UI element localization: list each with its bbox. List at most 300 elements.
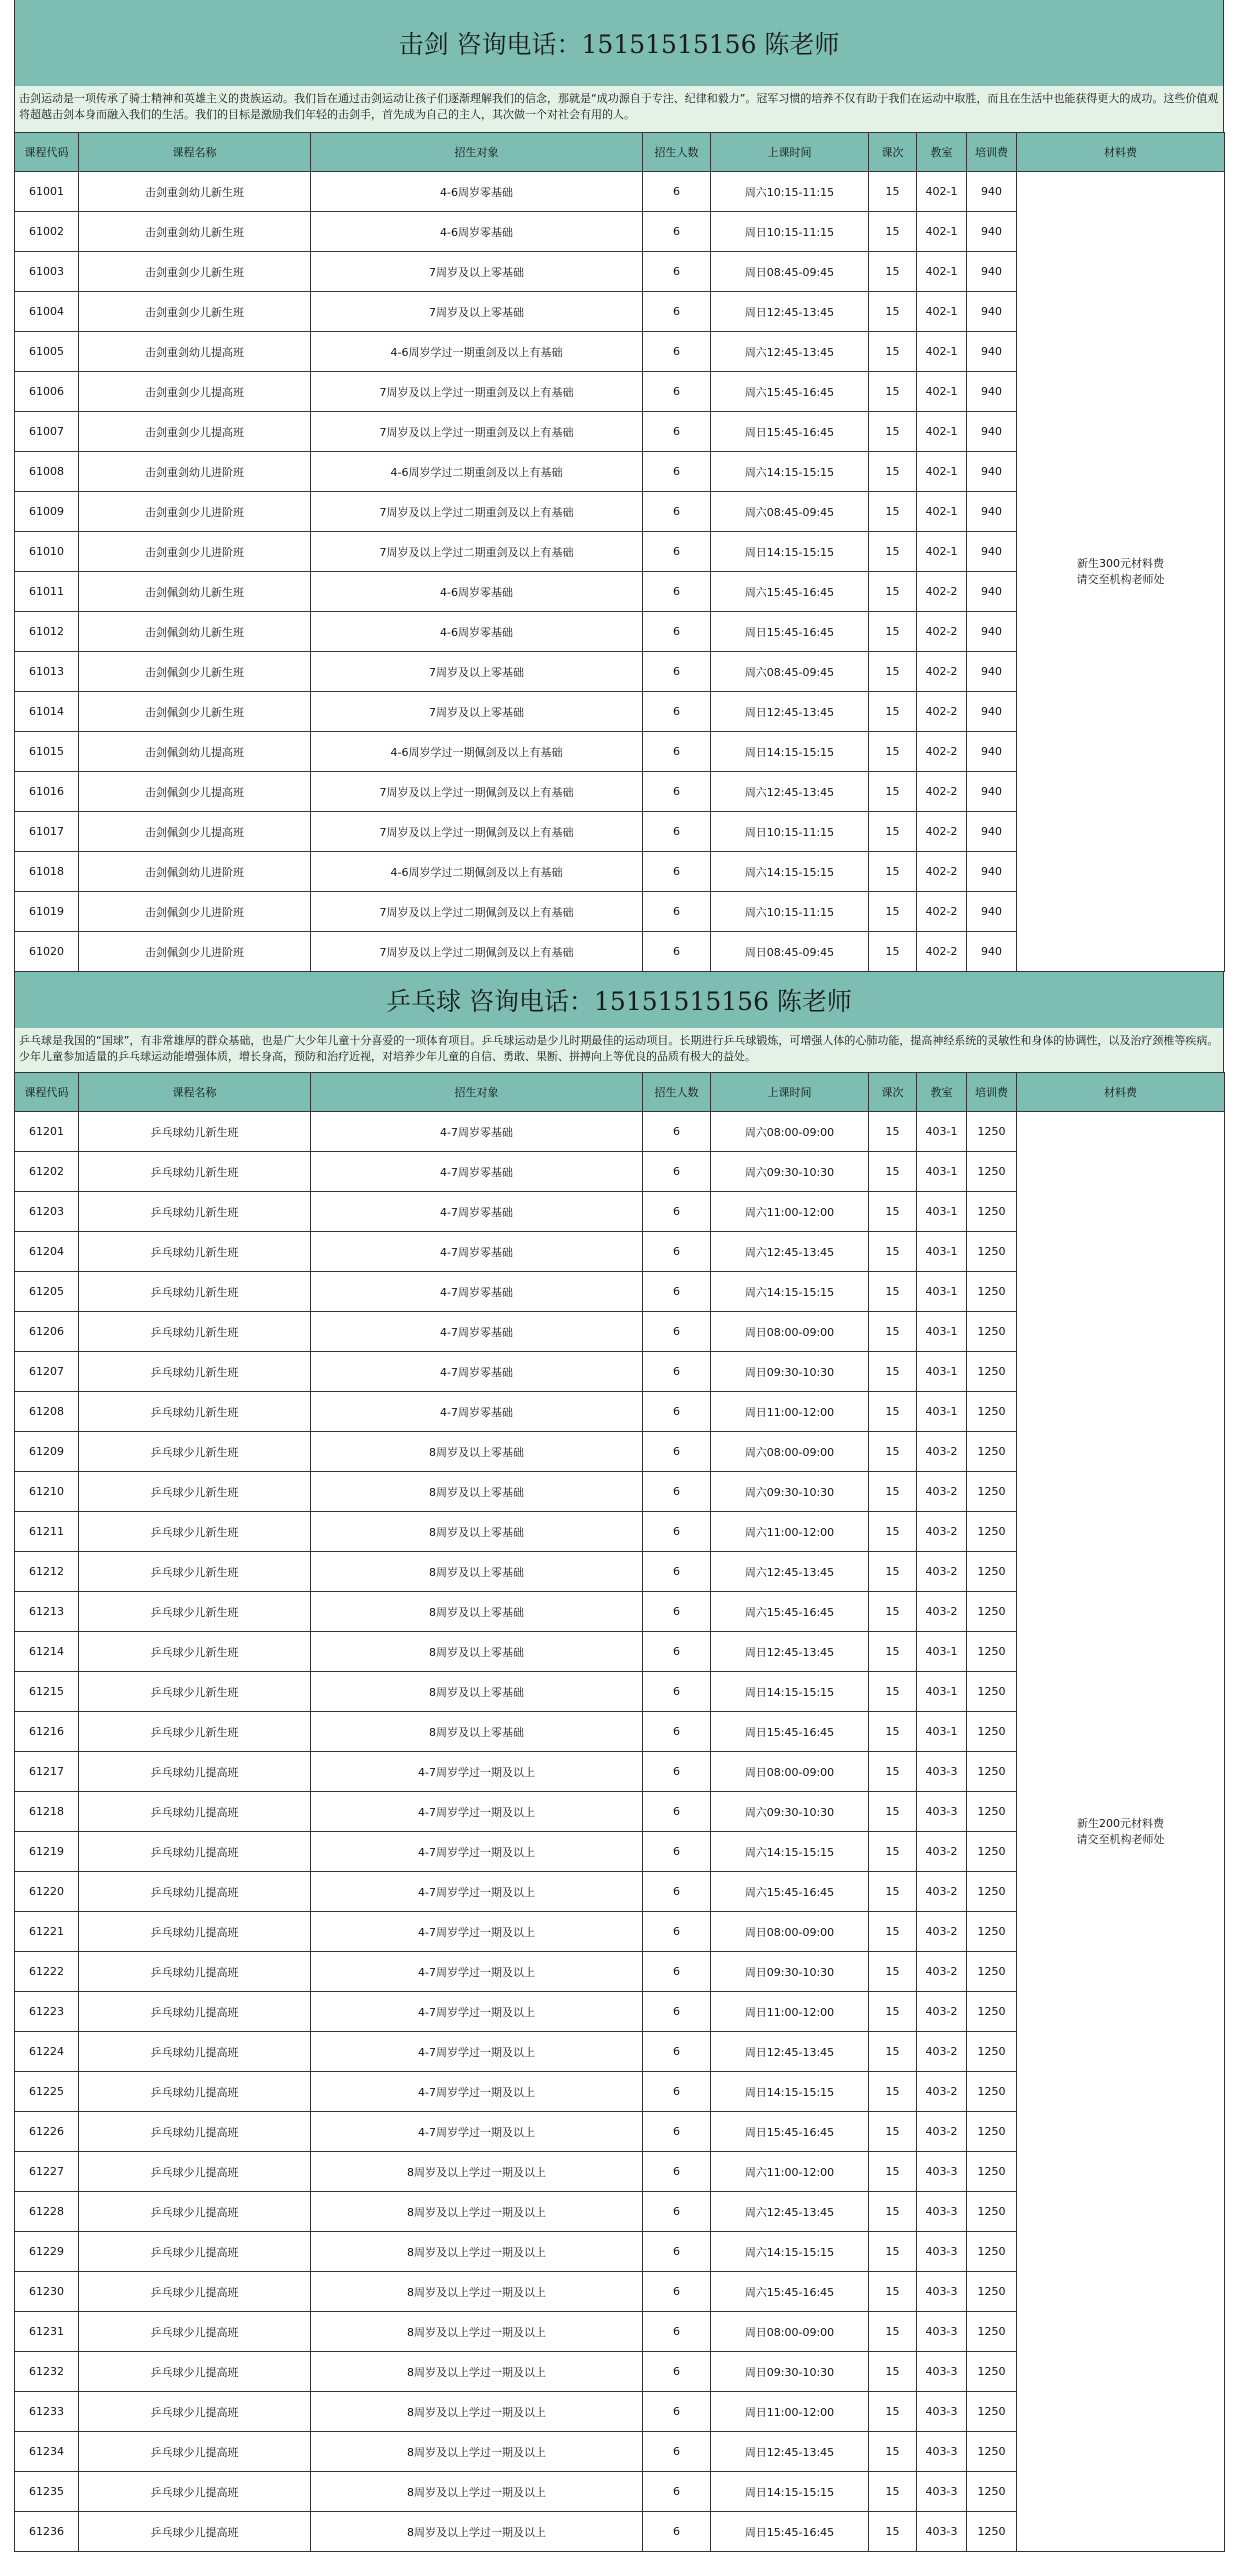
target-cell: 4-7周岁零基础	[311, 1192, 643, 1232]
schedule-cell: 周六14:15-15:15	[711, 1272, 869, 1312]
target-cell: 7周岁及以上零基础	[311, 692, 643, 732]
fee-cell: 940	[967, 932, 1017, 972]
sessions-cell: 15	[869, 1552, 917, 1592]
target-cell: 4-7周岁零基础	[311, 1312, 643, 1352]
enrollment-cell: 6	[643, 2272, 711, 2312]
schedule-cell: 周六08:00-09:00	[711, 1432, 869, 1472]
enrollment-cell: 6	[643, 2512, 711, 2552]
material-fee-note	[1017, 1112, 1225, 2552]
fee-cell: 1250	[967, 1232, 1017, 1272]
classroom-cell: 403-3	[917, 2152, 967, 2192]
classroom-cell: 403-1	[917, 1392, 967, 1432]
schedule-cell: 周日12:45-13:45	[711, 692, 869, 732]
classroom-cell: 403-2	[917, 2072, 967, 2112]
fee-cell: 940	[967, 252, 1017, 292]
course-name-cell: 乒乓球少儿新生班	[79, 1672, 311, 1712]
course-name-cell: 击剑重剑幼儿进阶班	[79, 452, 311, 492]
course-name-cell: 乒乓球少儿提高班	[79, 2152, 311, 2192]
header-sessions: 课次	[869, 1073, 917, 1112]
classroom-cell: 402-1	[917, 292, 967, 332]
target-cell: 8周岁及以上零基础	[311, 1712, 643, 1752]
course-code-cell: 61205	[15, 1272, 79, 1312]
classroom-cell: 403-3	[917, 1752, 967, 1792]
sessions-cell: 15	[869, 1152, 917, 1192]
fee-cell: 1250	[967, 2072, 1017, 2112]
classroom-cell: 403-2	[917, 2032, 967, 2072]
classroom-cell: 403-1	[917, 1192, 967, 1232]
course-code-cell: 61011	[15, 572, 79, 612]
sessions-cell: 15	[869, 2512, 917, 2552]
target-cell: 8周岁及以上学过一期及以上	[311, 2432, 643, 2472]
sessions-cell: 15	[869, 1112, 917, 1152]
sessions-cell: 15	[869, 332, 917, 372]
header-row	[15, 1073, 1225, 1112]
target-cell: 4-7周岁零基础	[311, 1272, 643, 1312]
enrollment-cell: 6	[643, 1552, 711, 1592]
course-name-cell: 乒乓球少儿新生班	[79, 1632, 311, 1672]
sessions-cell: 15	[869, 2072, 917, 2112]
enrollment-cell: 6	[643, 1792, 711, 1832]
classroom-cell: 403-1	[917, 1272, 967, 1312]
header-target: 招生对象	[311, 133, 643, 172]
enrollment-cell: 6	[643, 1872, 711, 1912]
classroom-cell: 403-2	[917, 1872, 967, 1912]
target-cell: 8周岁及以上学过一期及以上	[311, 2152, 643, 2192]
sessions-cell: 15	[869, 532, 917, 572]
sessions-cell: 15	[869, 2192, 917, 2232]
course-name-cell: 乒乓球幼儿新生班	[79, 1152, 311, 1192]
target-cell: 4-7周岁学过一期及以上	[311, 2112, 643, 2152]
header-schedule: 上课时间	[711, 1073, 869, 1112]
fee-cell: 940	[967, 212, 1017, 252]
fee-cell: 1250	[967, 1512, 1017, 1552]
course-code-cell: 61220	[15, 1872, 79, 1912]
fee-cell: 940	[967, 692, 1017, 732]
enrollment-cell: 6	[643, 612, 711, 652]
schedule-cell: 周六10:15-11:15	[711, 892, 869, 932]
enrollment-cell: 6	[643, 1712, 711, 1752]
sessions-cell: 15	[869, 1632, 917, 1672]
classroom-cell: 402-2	[917, 812, 967, 852]
course-code-cell: 61236	[15, 2512, 79, 2552]
classroom-cell: 403-2	[917, 2112, 967, 2152]
classroom-cell: 403-2	[917, 1472, 967, 1512]
sessions-cell: 15	[869, 212, 917, 252]
enrollment-cell: 6	[643, 2072, 711, 2112]
classroom-cell: 403-2	[917, 1552, 967, 1592]
schedule-cell: 周六12:45-13:45	[711, 1232, 869, 1272]
fee-cell: 1250	[967, 1312, 1017, 1352]
schedule-cell: 周六12:45-13:45	[711, 332, 869, 372]
classroom-cell: 402-2	[917, 772, 967, 812]
header-schedule: 上课时间	[711, 133, 869, 172]
target-cell: 4-7周岁学过一期及以上	[311, 1792, 643, 1832]
sessions-cell: 15	[869, 452, 917, 492]
target-cell: 4-7周岁零基础	[311, 1392, 643, 1432]
sessions-cell: 15	[869, 1752, 917, 1792]
sessions-cell: 15	[869, 1992, 917, 2032]
enrollment-cell: 6	[643, 1512, 711, 1552]
enrollment-cell: 6	[643, 572, 711, 612]
classroom-cell: 402-2	[917, 732, 967, 772]
enrollment-cell: 6	[643, 532, 711, 572]
enrollment-cell: 6	[643, 1752, 711, 1792]
course-code-cell: 61003	[15, 252, 79, 292]
course-code-cell: 61213	[15, 1592, 79, 1632]
course-code-cell: 61014	[15, 692, 79, 732]
course-code-cell: 61016	[15, 772, 79, 812]
course-code-cell: 61228	[15, 2192, 79, 2232]
course-code-cell: 61226	[15, 2112, 79, 2152]
fee-cell: 940	[967, 452, 1017, 492]
course-name-cell: 乒乓球少儿提高班	[79, 2512, 311, 2552]
fee-cell: 1250	[967, 1792, 1017, 1832]
target-cell: 4-6周岁零基础	[311, 572, 643, 612]
classroom-cell: 403-1	[917, 1352, 967, 1392]
target-cell: 8周岁及以上零基础	[311, 1432, 643, 1472]
classroom-cell: 402-2	[917, 852, 967, 892]
course-name-cell: 乒乓球幼儿新生班	[79, 1312, 311, 1352]
fee-cell: 1250	[967, 2352, 1017, 2392]
fee-cell: 1250	[967, 2312, 1017, 2352]
schedule-cell: 周日09:30-10:30	[711, 1352, 869, 1392]
enrollment-cell: 6	[643, 292, 711, 332]
classroom-cell: 402-1	[917, 172, 967, 212]
course-code-cell: 61233	[15, 2392, 79, 2432]
schedule-cell: 周六08:45-09:45	[711, 492, 869, 532]
enrollment-cell: 6	[643, 2152, 711, 2192]
course-code-cell: 61019	[15, 892, 79, 932]
target-cell: 8周岁及以上学过一期及以上	[311, 2352, 643, 2392]
course-name-cell: 乒乓球幼儿新生班	[79, 1232, 311, 1272]
sessions-cell: 15	[869, 1472, 917, 1512]
schedule-cell: 周六14:15-15:15	[711, 452, 869, 492]
fee-cell: 940	[967, 372, 1017, 412]
schedule-cell: 周日11:00-12:00	[711, 1992, 869, 2032]
fee-cell: 1250	[967, 1872, 1017, 1912]
fee-cell: 1250	[967, 1912, 1017, 1952]
enrollment-cell: 6	[643, 2472, 711, 2512]
course-name-cell: 击剑重剑少儿进阶班	[79, 532, 311, 572]
classroom-cell: 403-3	[917, 2232, 967, 2272]
course-code-cell: 61227	[15, 2152, 79, 2192]
course-code-cell: 61202	[15, 1152, 79, 1192]
course-name-cell: 击剑重剑幼儿新生班	[79, 172, 311, 212]
target-cell: 7周岁及以上学过二期重剑及以上有基础	[311, 532, 643, 572]
course-code-cell: 61215	[15, 1672, 79, 1712]
course-code-cell: 61005	[15, 332, 79, 372]
classroom-cell: 403-1	[917, 1632, 967, 1672]
target-cell: 7周岁及以上学过一期佩剑及以上有基础	[311, 812, 643, 852]
course-name-cell: 乒乓球幼儿提高班	[79, 2112, 311, 2152]
course-table	[14, 132, 1225, 972]
target-cell: 8周岁及以上零基础	[311, 1552, 643, 1592]
target-cell: 4-7周岁学过一期及以上	[311, 1752, 643, 1792]
schedule-cell: 周日11:00-12:00	[711, 1392, 869, 1432]
schedule-cell: 周六15:45-16:45	[711, 2272, 869, 2312]
classroom-cell: 402-2	[917, 932, 967, 972]
enrollment-cell: 6	[643, 692, 711, 732]
course-name-cell: 乒乓球少儿新生班	[79, 1712, 311, 1752]
target-cell: 4-7周岁零基础	[311, 1152, 643, 1192]
target-cell: 4-7周岁学过一期及以上	[311, 2072, 643, 2112]
schedule-cell: 周六15:45-16:45	[711, 1872, 869, 1912]
schedule-cell: 周日09:30-10:30	[711, 2352, 869, 2392]
course-name-cell: 乒乓球少儿提高班	[79, 2352, 311, 2392]
header-classroom: 教室	[917, 133, 967, 172]
classroom-cell: 403-2	[917, 1992, 967, 2032]
sessions-cell: 15	[869, 812, 917, 852]
header-fee: 培训费	[967, 1073, 1017, 1112]
sessions-cell: 15	[869, 1912, 917, 1952]
target-cell: 8周岁及以上零基础	[311, 1512, 643, 1552]
course-code-cell: 61221	[15, 1912, 79, 1952]
classroom-cell: 402-1	[917, 492, 967, 532]
target-cell: 8周岁及以上学过一期及以上	[311, 2232, 643, 2272]
schedule-cell: 周六09:30-10:30	[711, 1472, 869, 1512]
schedule-cell: 周六12:45-13:45	[711, 1552, 869, 1592]
schedule-cell: 周六14:15-15:15	[711, 2232, 869, 2272]
sessions-cell: 15	[869, 412, 917, 452]
schedule-cell: 周日12:45-13:45	[711, 2432, 869, 2472]
enrollment-cell: 6	[643, 1352, 711, 1392]
enrollment-cell: 6	[643, 2392, 711, 2432]
classroom-cell: 402-1	[917, 332, 967, 372]
enrollment-cell: 6	[643, 1232, 711, 1272]
classroom-cell: 403-1	[917, 1312, 967, 1352]
classroom-cell: 402-2	[917, 652, 967, 692]
target-cell: 4-7周岁学过一期及以上	[311, 1952, 643, 1992]
course-name-cell: 乒乓球幼儿提高班	[79, 1872, 311, 1912]
fee-cell: 1250	[967, 1472, 1017, 1512]
schedule-cell: 周日10:15-11:15	[711, 212, 869, 252]
classroom-cell: 403-3	[917, 2392, 967, 2432]
fee-cell: 940	[967, 732, 1017, 772]
schedule-cell: 周六14:15-15:15	[711, 1832, 869, 1872]
enrollment-cell: 6	[643, 732, 711, 772]
schedule-cell: 周日14:15-15:15	[711, 2072, 869, 2112]
target-cell: 7周岁及以上学过二期佩剑及以上有基础	[311, 892, 643, 932]
enrollment-cell: 6	[643, 332, 711, 372]
course-name-cell: 乒乓球幼儿新生班	[79, 1192, 311, 1232]
classroom-cell: 402-1	[917, 532, 967, 572]
classroom-cell: 403-3	[917, 2512, 967, 2552]
schedule-cell: 周日08:45-09:45	[711, 252, 869, 292]
sessions-cell: 15	[869, 1232, 917, 1272]
sessions-cell: 15	[869, 292, 917, 332]
course-code-cell: 61209	[15, 1432, 79, 1472]
target-cell: 8周岁及以上学过一期及以上	[311, 2512, 643, 2552]
target-cell: 4-7周岁学过一期及以上	[311, 2032, 643, 2072]
sessions-cell: 15	[869, 932, 917, 972]
enrollment-cell: 6	[643, 2112, 711, 2152]
sessions-cell: 15	[869, 852, 917, 892]
fee-cell: 1250	[967, 1712, 1017, 1752]
sessions-cell: 15	[869, 1792, 917, 1832]
sessions-cell: 15	[869, 2272, 917, 2312]
fee-cell: 1250	[967, 2232, 1017, 2272]
classroom-cell: 403-1	[917, 1672, 967, 1712]
course-code-cell: 61234	[15, 2432, 79, 2472]
fee-cell: 940	[967, 772, 1017, 812]
course-name-cell: 乒乓球少儿新生班	[79, 1592, 311, 1632]
sessions-cell: 15	[869, 1672, 917, 1712]
sessions-cell: 15	[869, 1512, 917, 1552]
section-intro: 击剑运动是一项传承了骑士精神和英雄主义的贵族运动。我们旨在通过击剑运动让孩子们逐渐理解我们的信念，那就是“成功源自于专注、纪律和毅力”。冠军习惯的培养不仅有助于我们在运动中取胜，而且在生活中也能获得更大的成功。这些价值观将超越击剑本身而融入我们的生活。我们的目标是激励我们年轻的击剑手，首先成为自己的主人，其次做一个对社会有用的人。	[14, 86, 1224, 132]
target-cell: 8周岁及以上学过一期及以上	[311, 2272, 643, 2312]
sessions-cell: 15	[869, 492, 917, 532]
course-code-cell: 61004	[15, 292, 79, 332]
sessions-cell: 15	[869, 1952, 917, 1992]
fee-cell: 940	[967, 652, 1017, 692]
sessions-cell: 15	[869, 1352, 917, 1392]
schedule-cell: 周六09:30-10:30	[711, 1152, 869, 1192]
enrollment-cell: 6	[643, 2312, 711, 2352]
classroom-cell: 403-3	[917, 2272, 967, 2312]
target-cell: 7周岁及以上学过一期重剑及以上有基础	[311, 412, 643, 452]
sessions-cell: 15	[869, 2152, 917, 2192]
course-name-cell: 乒乓球幼儿提高班	[79, 2072, 311, 2112]
schedule-cell: 周日08:00-09:00	[711, 1312, 869, 1352]
course-name-cell: 乒乓球少儿提高班	[79, 2232, 311, 2272]
classroom-cell: 403-2	[917, 1832, 967, 1872]
target-cell: 7周岁及以上零基础	[311, 252, 643, 292]
fee-cell: 1250	[967, 1952, 1017, 1992]
sessions-cell: 15	[869, 2392, 917, 2432]
schedule-cell: 周日10:15-11:15	[711, 812, 869, 852]
schedule-cell: 周六11:00-12:00	[711, 2152, 869, 2192]
course-name-cell: 击剑佩剑少儿提高班	[79, 772, 311, 812]
schedule-cell: 周日12:45-13:45	[711, 1632, 869, 1672]
fee-cell: 940	[967, 172, 1017, 212]
sessions-cell: 15	[869, 892, 917, 932]
sessions-cell: 15	[869, 1432, 917, 1472]
target-cell: 8周岁及以上零基础	[311, 1592, 643, 1632]
enrollment-cell: 6	[643, 2192, 711, 2232]
target-cell: 4-7周岁学过一期及以上	[311, 1872, 643, 1912]
sessions-cell: 15	[869, 1832, 917, 1872]
header-fee: 培训费	[967, 133, 1017, 172]
course-code-cell: 61230	[15, 2272, 79, 2312]
header-classroom: 教室	[917, 1073, 967, 1112]
classroom-cell: 402-2	[917, 612, 967, 652]
classroom-cell: 402-1	[917, 412, 967, 452]
course-code-cell: 61229	[15, 2232, 79, 2272]
fee-cell: 1250	[967, 1672, 1017, 1712]
sessions-cell: 15	[869, 1392, 917, 1432]
classroom-cell: 402-2	[917, 692, 967, 732]
classroom-cell: 403-3	[917, 2472, 967, 2512]
course-name-cell: 乒乓球幼儿新生班	[79, 1112, 311, 1152]
target-cell: 7周岁及以上零基础	[311, 292, 643, 332]
course-code-cell: 61211	[15, 1512, 79, 1552]
target-cell: 4-7周岁学过一期及以上	[311, 1912, 643, 1952]
course-name-cell: 乒乓球幼儿提高班	[79, 1912, 311, 1952]
course-code-cell: 61219	[15, 1832, 79, 1872]
enrollment-cell: 6	[643, 1312, 711, 1352]
course-name-cell: 击剑重剑少儿新生班	[79, 292, 311, 332]
enrollment-cell: 6	[643, 1432, 711, 1472]
classroom-cell: 403-1	[917, 1112, 967, 1152]
sessions-cell: 15	[869, 1592, 917, 1632]
course-code-cell: 61214	[15, 1632, 79, 1672]
classroom-cell: 403-2	[917, 1592, 967, 1632]
header-material: 材料费	[1017, 133, 1225, 172]
enrollment-cell: 6	[643, 1472, 711, 1512]
enrollment-cell: 6	[643, 2232, 711, 2272]
target-cell: 7周岁及以上学过二期佩剑及以上有基础	[311, 932, 643, 972]
schedule-cell: 周日12:45-13:45	[711, 292, 869, 332]
course-name-cell: 乒乓球少儿提高班	[79, 2192, 311, 2232]
course-name-cell: 击剑佩剑幼儿新生班	[79, 572, 311, 612]
enrollment-cell: 6	[643, 772, 711, 812]
enrollment-cell: 6	[643, 1152, 711, 1192]
material-fee-line: 请交至机构老师处	[1076, 572, 1165, 586]
fee-cell: 1250	[967, 1632, 1017, 1672]
schedule-cell: 周日08:45-09:45	[711, 932, 869, 972]
schedule-cell: 周日09:30-10:30	[711, 1952, 869, 1992]
course-name-cell: 乒乓球幼儿提高班	[79, 1992, 311, 2032]
fee-cell: 1250	[967, 1112, 1017, 1152]
course-name-cell: 击剑重剑幼儿新生班	[79, 212, 311, 252]
target-cell: 4-7周岁学过一期及以上	[311, 1832, 643, 1872]
course-code-cell: 61008	[15, 452, 79, 492]
table-row	[15, 172, 1225, 212]
course-code-cell: 61207	[15, 1352, 79, 1392]
classroom-cell: 403-2	[917, 1432, 967, 1472]
course-code-cell: 61201	[15, 1112, 79, 1152]
fee-cell: 940	[967, 292, 1017, 332]
fee-cell: 940	[967, 332, 1017, 372]
course-code-cell: 61232	[15, 2352, 79, 2392]
enrollment-cell: 6	[643, 892, 711, 932]
course-code-cell: 61007	[15, 412, 79, 452]
classroom-cell: 403-3	[917, 2312, 967, 2352]
schedule-cell: 周六15:45-16:45	[711, 1592, 869, 1632]
schedule-cell: 周日15:45-16:45	[711, 612, 869, 652]
table-body	[15, 1112, 1225, 2552]
course-name-cell: 击剑佩剑少儿进阶班	[79, 932, 311, 972]
fencing-section	[14, 0, 1224, 972]
schedule-cell: 周日14:15-15:15	[711, 532, 869, 572]
section-intro: 乒乓球是我国的“国球”，有非常雄厚的群众基础，也是广大少年儿童十分喜爱的一项体育项目。乒乓球运动是少儿时期最佳的运动项目。长期进行乒乓球锻炼，可增强人体的心肺功能，提高神经系统的灵敏性和身体的协调性，以及治疗颈椎等疾病。少年儿童参加适量的乒乓球运动能增强体质，增长身高，预防和治疗近视，对培养少年儿童的自信、勇敢、果断、拼搏向上等优良的品质有极大的益处。	[14, 1028, 1224, 1072]
course-name-cell: 击剑重剑少儿进阶班	[79, 492, 311, 532]
fee-cell: 1250	[967, 2192, 1017, 2232]
course-code-cell: 61009	[15, 492, 79, 532]
schedule-cell: 周六15:45-16:45	[711, 372, 869, 412]
enrollment-cell: 6	[643, 1392, 711, 1432]
header-sessions: 课次	[869, 133, 917, 172]
sessions-cell: 15	[869, 612, 917, 652]
fee-cell: 940	[967, 852, 1017, 892]
schedule-cell: 周日14:15-15:15	[711, 2472, 869, 2512]
enrollment-cell: 6	[643, 2432, 711, 2472]
schedule-cell: 周日15:45-16:45	[711, 1712, 869, 1752]
course-name-cell: 乒乓球幼儿新生班	[79, 1352, 311, 1392]
target-cell: 8周岁及以上学过一期及以上	[311, 2312, 643, 2352]
course-code-cell: 61006	[15, 372, 79, 412]
header-course-name: 课程名称	[79, 1073, 311, 1112]
course-name-cell: 击剑佩剑幼儿提高班	[79, 732, 311, 772]
course-code-cell: 61010	[15, 532, 79, 572]
enrollment-cell: 6	[643, 1992, 711, 2032]
fee-cell: 1250	[967, 1592, 1017, 1632]
course-code-cell: 61206	[15, 1312, 79, 1352]
sessions-cell: 15	[869, 692, 917, 732]
enrollment-cell: 6	[643, 1592, 711, 1632]
course-code-cell: 61001	[15, 172, 79, 212]
enrollment-cell: 6	[643, 1672, 711, 1712]
